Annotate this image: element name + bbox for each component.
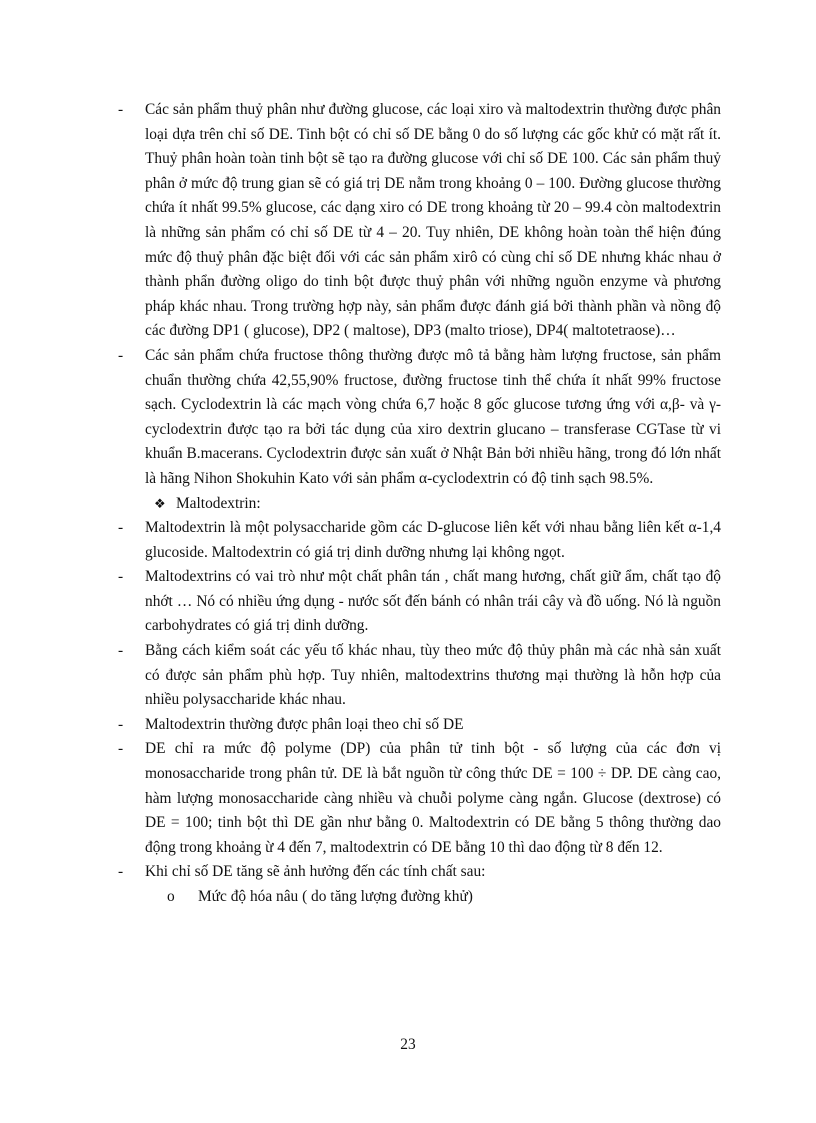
dash-bullet: - — [118, 346, 124, 364]
paragraph-hydrolysis-control — [118, 639, 721, 713]
paragraph-maltodextrin-definition — [118, 516, 721, 565]
paragraph-text: Các sản phẩm thuỷ phân như đường glucose, các loại xiro và maltodextrin thường được phân loại dựa trên chỉ số DE. Tinh bột có chỉ số DE bằng 0 do số lượng các gốc khử có mặt rất ít. Thuỷ phân hoàn toàn tinh bột sẽ tạo ra đường glucose với chỉ số DE 100. Các sản phẩm thuỷ phân ở mức độ trung gian sẽ có giá trị DE nằm trong khoảng 0 – 100. Đường glucose thường chứa ít nhất 99.5% glucose, các dạng xiro có DE trong khoảng từ 20 – 99.4 còn maltodextrin là những sản phẩm có chỉ số DE từ 4 – 20. Tuy nhiên, DE không hoàn toàn thể hiện đúng mức độ thuỷ phân đặc biệt đối với các sản phẩm xirô có cùng chỉ số DE nhưng khác nhau ở thành phẩn đường oligo do tinh bột được thuỷ phân với những nguồn enzyme và phương pháp khác nhau. Trong trường hợp này, sản phẩm được đánh giá bởi thành phần và nồng độ các đường DP1 ( glucose), DP2 ( maltose), DP3 (malto triose), DP4( maltotetraose)… — [145, 101, 721, 340]
paragraph-text: Bằng cách kiểm soát các yếu tố khác nhau, tùy theo mức độ thủy phân mà các nhà sản xuất có được sản phẩm phù hợp. Tuy nhiên, maltodextrins thương mại thường là hỗn hợp của nhiều polysaccharide khác nhau. — [145, 642, 721, 709]
paragraph-text: DE chỉ ra mức độ polyme (DP) của phân tử tinh bột - số lượng của các đơn vị monosaccharide trong phân tử. DE là bắt nguồn từ công thức DE = 100 ÷ DP. DE càng cao, hàm lượng monosaccharide càng nhiều và chuỗi polyme càng ngắn. Glucose (dextrose) có DE = 100; tinh bột thì DE gần như bằng 0. Maltodextrin có DE bằng 5 thông thường dao động trong khoảng ừ 4 đến 7, maltodextrin có DE bằng 10 thì dao động từ 8 đến 12. — [145, 740, 721, 856]
paragraph-de-definition — [118, 737, 721, 860]
paragraph-maltodextrin-roles — [118, 565, 721, 639]
paragraph-de-effects — [118, 860, 721, 885]
paragraph-text: Khi chỉ số DE tăng sẽ ảnh hưởng đến các tính chất sau: — [145, 863, 486, 881]
dash-bullet: - — [118, 863, 124, 881]
diamond-bullet-icon: ❖ — [154, 495, 166, 511]
dash-bullet: - — [118, 740, 124, 758]
paragraph-text: Maltodextrin thường được phân loại theo chỉ số DE — [145, 715, 464, 733]
sub-item-browning — [118, 885, 721, 910]
paragraph-fructose — [118, 344, 721, 492]
sub-item-text: Mức độ hóa nâu ( do tăng lượng đường khử) — [198, 888, 473, 905]
page-number: 23 — [400, 1036, 416, 1053]
paragraph-de-classification — [118, 98, 721, 344]
heading-text: Maltodextrin: — [176, 494, 261, 512]
circle-bullet-icon: o — [167, 888, 175, 905]
paragraph-text: Các sản phẩm chứa fructose thông thường được mô tả bằng hàm lượng fructose, sản phẩm chuẩn thường chứa 42,55,90% fructose, đường fructose tinh thể chứa ít nhất 99% fructose sạch. Cyclodextrin là các mạch vòng chứa 6,7 hoặc 8 gốc glucose tương ứng với α,β- và γ- cyclodextrin được tạo ra bởi tác dụng của xiro dextrin glucano – transferase CGTase từ vi khuẩn B.macerans. Cyclodextrin được sản xuất ở Nhật Bản bởi nhiều hãng, trong đó lớn nhất là hãng Nihon Shokuhin Kato với sản phẩm α-cyclodextrin có độ tinh sạch 98.5%. — [145, 346, 721, 487]
paragraph-de-classified — [118, 713, 721, 738]
page-content — [118, 98, 721, 910]
dash-bullet: - — [118, 519, 124, 537]
dash-bullet: - — [118, 568, 124, 586]
paragraph-text: Maltodextrin là một polysaccharide gồm các D-glucose liên kết với nhau bằng liên kết α-1,4 glucoside. Maltodextrin có giá trị dinh dưỡng nhưng lại không ngọt. — [145, 519, 721, 561]
dash-bullet: - — [118, 715, 124, 733]
dash-bullet: - — [118, 642, 124, 660]
paragraph-text: Maltodextrins có vai trò như một chất phân tán , chất mang hương, chất giữ ẩm, chất tạo độ nhớt … Nó có nhiều ứng dụng - nước sốt đến bánh có nhân trái cây và đồ uống. Nó là nguồn carbohydrates có giá trị dinh dưỡng. — [145, 568, 721, 635]
section-heading-maltodextrin — [118, 492, 721, 517]
dash-bullet: - — [118, 101, 124, 118]
